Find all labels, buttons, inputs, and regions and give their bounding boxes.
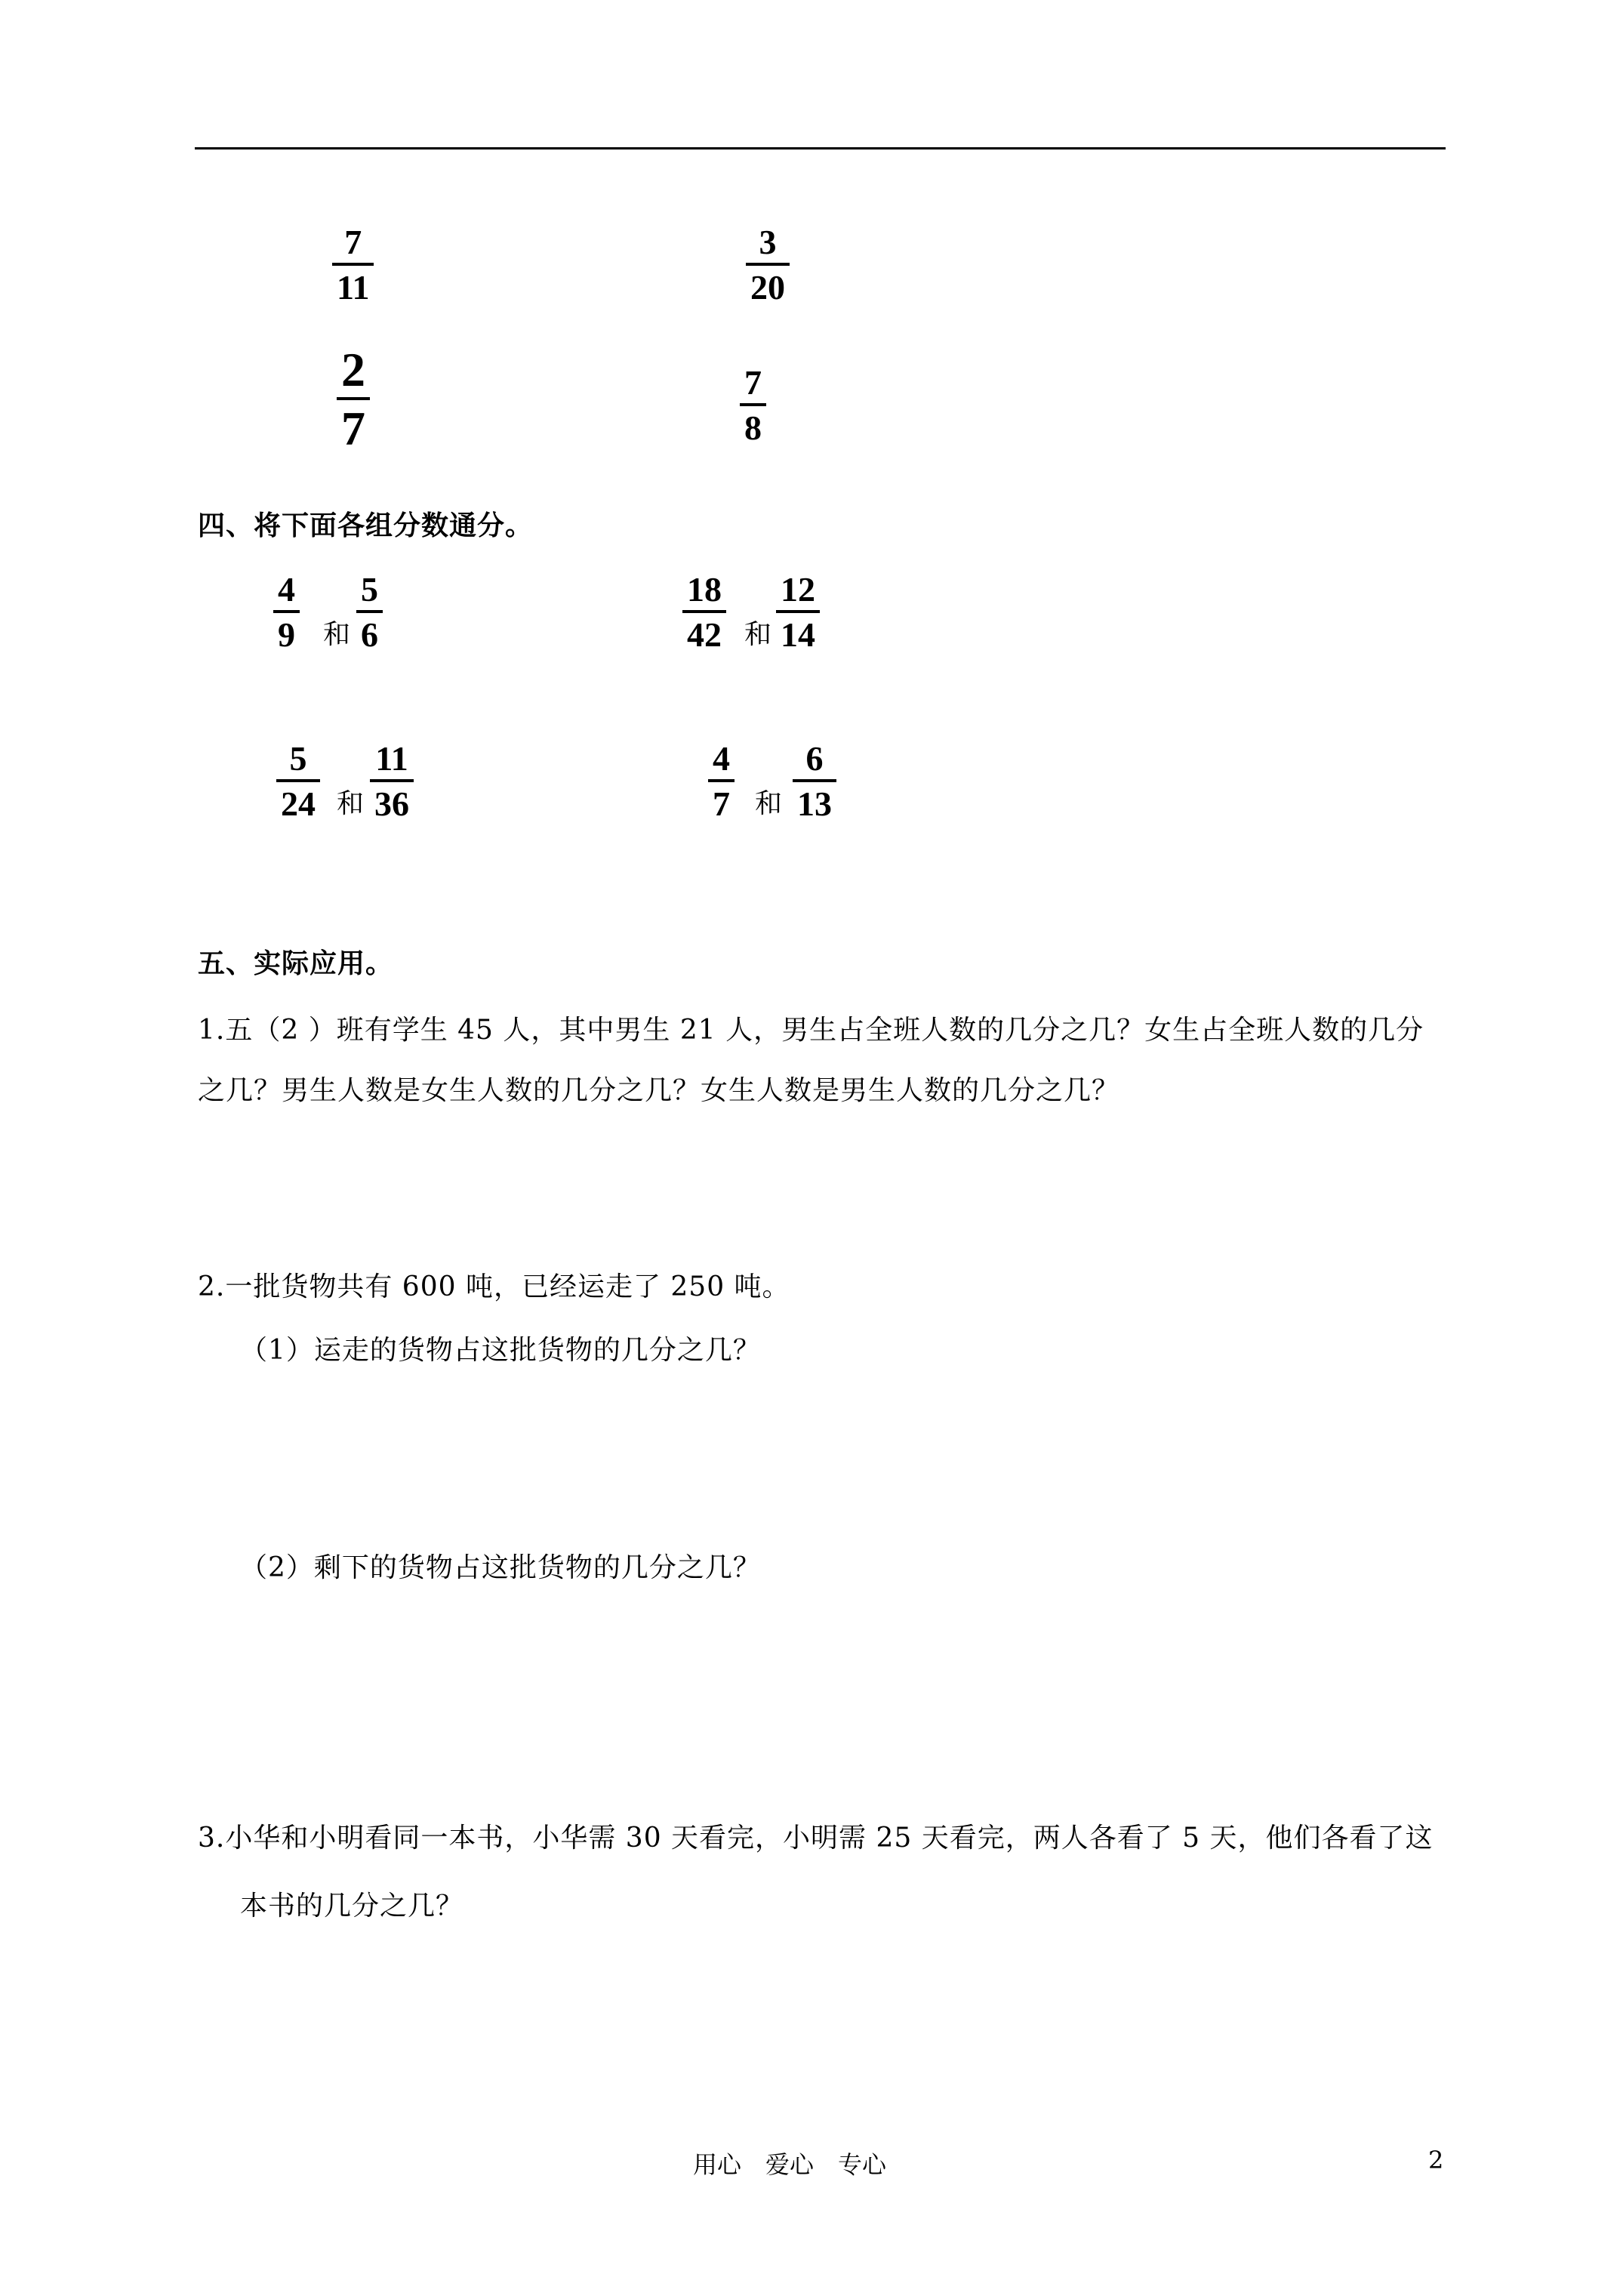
pair3-fraction-b: 11 36	[370, 741, 414, 821]
question1-line2: 之几？男生人数是女生人数的几分之几？女生人数是男生人数的几分之几？	[198, 1075, 1120, 1106]
question1-line1: 1.五（2 ）班有学生 45 人，其中男生 21 人，男生占全班人数的几分之几？女生占全班人数的几分	[198, 1015, 1424, 1046]
pair3-fraction-a: 5 24	[276, 741, 320, 821]
pair4-fraction-a: 4 7	[708, 741, 735, 821]
pair3-and: 和	[337, 788, 365, 819]
question3-line2: 本书的几分之几？	[240, 1891, 464, 1922]
pair2-fraction-a: 18 42	[682, 572, 726, 652]
pair2-fraction-b: 12 14	[776, 572, 820, 652]
page-number: 2	[1428, 2146, 1444, 2174]
fraction-7-8: 7 8	[740, 365, 766, 445]
fraction-3-20: 3 20	[746, 225, 790, 305]
question2-sub2: （2）剩下的货物占这批货物的几分之几？	[240, 1552, 761, 1583]
pair1-fraction-a: 4 9	[273, 572, 300, 652]
fraction-2-7: 2 7	[337, 346, 370, 453]
pair4-fraction-b: 6 13	[793, 741, 836, 821]
header-rule	[195, 147, 1446, 149]
question2-sub1: （1）运走的货物占这批货物的几分之几？	[240, 1335, 761, 1366]
section5-heading: 五、实际应用。	[198, 948, 394, 979]
question2-line1: 2.一批货物共有 600 吨，已经运走了 250 吨。	[198, 1271, 790, 1302]
pair4-and: 和	[755, 788, 783, 819]
fraction-7-11: 7 11	[332, 225, 374, 305]
pair1-and: 和	[323, 619, 351, 650]
pair1-fraction-b: 5 6	[356, 572, 383, 652]
pair2-and: 和	[744, 619, 772, 650]
footer-motto: 用心 爱心 专心	[693, 2150, 887, 2179]
section4-heading: 四、将下面各组分数通分。	[198, 510, 534, 541]
question3-line1: 3.小华和小明看同一本书，小华需 30 天看完，小明需 25 天看完，两人各看了 5 天，他们各看了这	[198, 1823, 1434, 1854]
